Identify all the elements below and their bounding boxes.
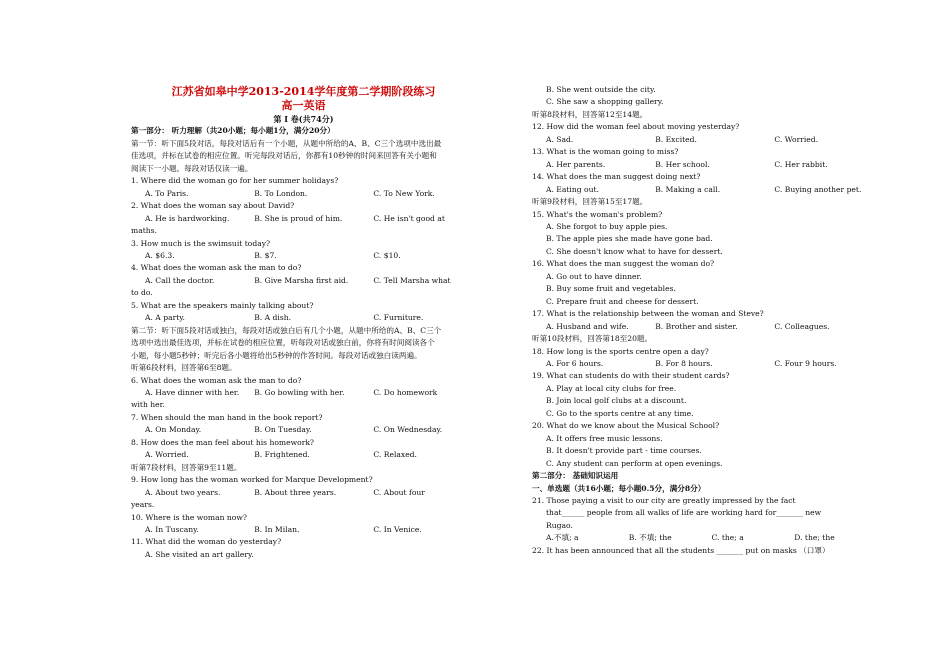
- option-c: C. Furniture.: [373, 313, 424, 323]
- option-a: A. It offers free music lessons.: [546, 433, 663, 443]
- option-b: B. Excited.: [655, 134, 697, 144]
- option-c: C. Tell Marsha what: [373, 275, 451, 285]
- question-text: 11. What did the woman do yesterday?: [131, 537, 282, 547]
- option-c: C. Any student can perform at open evenings.: [546, 458, 723, 468]
- part1-heading: 第一部分： 听力理解（共20小题；每小题1分，满分20分）: [131, 126, 335, 136]
- question-text: 6. What does the woman ask the man to do?: [131, 375, 302, 385]
- question-text: 21. Those paying a visit to our city are greatly impressed by the fact: [532, 495, 796, 505]
- option-a: A. She forgot to buy apple pies.: [546, 221, 668, 231]
- question-text: 12. How did the woman feel about moving yesterday?: [532, 122, 740, 132]
- option-a: A. In Tuscany.: [145, 524, 199, 534]
- option-b: B. $7.: [254, 250, 277, 260]
- section-heading: 一、单选题（共16小题；每小题0.5分，满分8分）: [532, 483, 706, 493]
- option-b: B. It doesn't provide part - time courses.: [546, 446, 702, 456]
- option-a: A. $6.3.: [145, 250, 175, 260]
- option-c: C. Go to the sports centre at any time.: [546, 408, 694, 418]
- question-text: 22. It has been announced that all the students _______ put on masks （口罩）: [532, 545, 830, 555]
- question-text: Rugao.: [546, 520, 573, 530]
- question-text: 7. When should the man hand in the book report?: [131, 412, 323, 422]
- option-c: C. Her rabbit.: [774, 159, 828, 169]
- question-text: 3. How much is the swimsuit today?: [131, 238, 271, 248]
- question-text: 1. Where did the woman go for her summer holidays?: [131, 176, 339, 186]
- question-text: 18. How long is the sports centre open a day?: [532, 346, 709, 356]
- option-b: B. Go bowling with her.: [254, 387, 345, 397]
- option-b: B. In Milan.: [254, 524, 300, 534]
- material-note: 听第9段材料，回答第15至17题。: [532, 197, 648, 207]
- option-a: A. Play at local city clubs for free.: [546, 383, 677, 393]
- question-text: 20. What do we know about the Musical School?: [532, 421, 720, 431]
- instruction-line: 第二节：听下面5段对话或独白，每段对话或独白后有几个小题，从题中所给的A、B、C三个: [131, 325, 442, 335]
- answer-options: [131, 487, 476, 499]
- option-c: C. On Wednesday.: [373, 425, 443, 435]
- option-b: B. Frightened.: [254, 450, 310, 460]
- option-c: C. She saw a shopping gallery.: [546, 97, 664, 107]
- option-continuation: years.: [131, 500, 155, 510]
- question-text: 9. How long has the woman worked for Marque Development?: [131, 475, 373, 485]
- option-continuation: maths.: [131, 226, 157, 236]
- option-a: A. About two years.: [145, 487, 221, 497]
- material-note: 听第7段材料，回答第9至11题。: [131, 462, 242, 472]
- option-b: B. For 8 hours.: [655, 358, 713, 368]
- option-b: B. A dish.: [254, 313, 292, 323]
- option-c: C. About four: [373, 487, 425, 497]
- volume-heading: 第 Ⅰ 卷(共74分): [273, 114, 334, 124]
- option-c: C. Colleagues.: [774, 321, 830, 331]
- answer-options: [532, 358, 877, 370]
- question-text: 14. What does the man suggest doing next?: [532, 172, 701, 182]
- option-c: C. In Venice.: [373, 524, 422, 534]
- option-c: C. $10.: [373, 250, 401, 260]
- part2-heading: 第二部分： 基础知识运用: [532, 471, 619, 481]
- option-d: D. the; the: [794, 533, 835, 543]
- question-text: 8. How does the man feel about his homework?: [131, 437, 315, 447]
- right-column: [532, 84, 877, 557]
- answer-options: [131, 387, 476, 399]
- option-continuation: with her.: [131, 400, 165, 410]
- material-note: 听第8段材料，回答第12至14题。: [532, 109, 648, 119]
- option-b: B. She went outside the city.: [546, 85, 656, 94]
- option-c: C. Buying another pet.: [774, 184, 862, 194]
- option-b: B. Her school.: [655, 159, 710, 169]
- option-a: A. She visited an art gallery.: [145, 549, 254, 559]
- option-a: A. Have dinner with her.: [145, 387, 240, 397]
- option-c: C. Relaxed.: [373, 450, 417, 460]
- option-a: A. He is hardworking.: [145, 213, 230, 223]
- question-text: that______ people from all walks of life are working hard for_______ new: [546, 508, 822, 518]
- option-a: A. For 6 hours.: [546, 358, 604, 368]
- material-note: 听第10段材料，回答第18至20题。: [532, 334, 653, 344]
- answer-options: [532, 184, 877, 196]
- option-b: B. The apple pies she made have gone bad.: [546, 234, 713, 244]
- instruction-line: 佳选项，并标在试卷的相应位置。听完每段对话后，你都有10秒钟的时间来回答有关小题和: [131, 151, 437, 161]
- option-b: B. 不填; the: [628, 533, 672, 543]
- question-text: 17. What is the relationship between the woman and Steve?: [532, 309, 764, 319]
- option-a: A. Sad.: [546, 134, 574, 144]
- question-text: 15. What's the woman's problem?: [532, 209, 663, 219]
- option-a: A. A party.: [145, 313, 185, 323]
- instruction-line: 第一节：听下面5段对话，每段对话后有一个小题，从题中所给的A、B、C三个选项中选出最: [131, 138, 442, 148]
- instruction-line: 小题，每小题5秒钟；听完后各小题将给出5秒钟的作答时间。每段对话或独白读两遍。: [131, 350, 422, 360]
- answer-options: [131, 424, 476, 436]
- option-b: B. Buy some fruit and vegetables.: [546, 284, 676, 294]
- option-c: C. Four 9 hours.: [774, 358, 837, 368]
- option-b: B. Making a call.: [655, 184, 721, 194]
- option-a: A. Go out to have dinner.: [546, 271, 642, 281]
- answer-options: [532, 134, 877, 146]
- question-text: 16. What does the man suggest the woman do?: [532, 259, 715, 269]
- option-b: B. About three years.: [254, 487, 337, 497]
- option-c: C. Worried.: [774, 134, 819, 144]
- option-b: B. To London.: [254, 188, 308, 198]
- question-text: 5. What are the speakers mainly talking about?: [131, 300, 314, 310]
- question-text: 2. What does the woman say about David?: [131, 201, 295, 211]
- option-c: C. the; a: [711, 533, 744, 543]
- instruction-line: 阅读下一小题。每段对话仅读一遍。: [131, 163, 253, 173]
- option-a: A. Call the doctor.: [145, 275, 215, 285]
- option-a: A.不填; a: [546, 533, 579, 543]
- option-c: C. Do homework: [373, 387, 438, 397]
- option-a: A. On Monday.: [145, 425, 202, 435]
- option-b: B. Join local golf clubs at a discount.: [546, 396, 687, 406]
- option-a: A. Eating out.: [546, 184, 599, 194]
- option-a: A. To Paris.: [145, 188, 189, 198]
- instruction-line: 选项中选出最佳选项，并标在试卷的相应位置，听每段对话或独白前，你将有时间阅读各个: [131, 338, 435, 348]
- option-c: C. Prepare fruit and cheese for dessert.: [546, 296, 699, 306]
- page-title: 江苏省如皋中学2013-2014学年度第二学期阶段练习: [171, 85, 436, 98]
- answer-options: [131, 449, 476, 461]
- answer-options: [131, 188, 476, 200]
- option-b: B. Brother and sister.: [655, 321, 738, 331]
- answer-options: [131, 312, 476, 324]
- option-a: A. Worried.: [145, 450, 189, 460]
- answer-options: [532, 532, 877, 544]
- option-c: C. She doesn't know what to have for dessert.: [546, 246, 723, 256]
- option-c: C. To New York.: [373, 188, 435, 198]
- option-a: A. Husband and wife.: [546, 321, 629, 331]
- answer-options: [131, 524, 476, 536]
- option-a: A. Her parents.: [546, 159, 606, 169]
- question-text: 19. What can students do with their student cards?: [532, 371, 730, 381]
- option-c: C. He isn't good at: [373, 213, 445, 223]
- option-continuation: to do.: [131, 288, 153, 298]
- option-b: B. She is proud of him.: [254, 213, 343, 223]
- material-note: 听第6段材料，回答第6至8题。: [131, 363, 237, 373]
- option-b: B. On Tuesday.: [254, 425, 312, 435]
- answer-options: [131, 213, 476, 225]
- question-text: 10. Where is the woman now?: [131, 512, 247, 522]
- answer-options: [131, 250, 476, 262]
- question-text: 13. What is the woman going to miss?: [532, 147, 679, 157]
- question-text: 4. What does the woman ask the man to do?: [131, 263, 302, 273]
- left-column: [131, 113, 476, 561]
- page-subtitle: 高一英语: [281, 99, 326, 112]
- option-b: B. Give Marsha first aid.: [254, 275, 349, 285]
- answer-options: [131, 275, 476, 287]
- answer-options: [532, 321, 877, 333]
- answer-options: [532, 159, 877, 171]
